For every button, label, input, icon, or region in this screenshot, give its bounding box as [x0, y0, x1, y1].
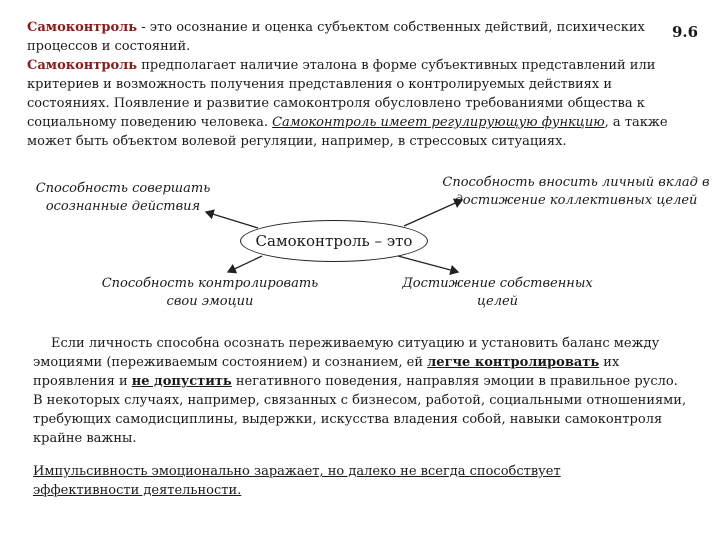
diagram-top-right: Способность вносить личный вклад в достижение коллективных целей — [442, 175, 710, 208]
intro-details: предполагает наличие эталона в форме субъективных представлений или критериев и возможность получения представления о контролируемых действиях и состояниях. Появление и развитие самоконтроля обусловлено требованиями общества к социальному поведению человека. — [27, 58, 656, 130]
term-self-control-2: Самоконтроль — [27, 58, 138, 73]
diagram-bottom-left: Способность контролировать свои эмоции — [101, 276, 319, 309]
easier-control-text: легче контролировать — [427, 355, 600, 370]
diagram-bottom-right: Достижение собственных целей — [402, 276, 593, 309]
body-part1: Если личность способна осознать переживаемую ситуацию и установить баланс между эмоциями (переживаемым состоянием) и сознанием, ей — [33, 336, 660, 370]
body-paragraph — [33, 334, 688, 448]
term-self-control: Самоконтроль — [27, 20, 138, 35]
diagram-top-left: Способность совершать осознанные действия — [35, 181, 211, 214]
slide-number: 9.6 — [672, 23, 699, 41]
intro-definition: - это осознание и оценка субъектом собственных действий, психических процессов и состояний. — [27, 20, 645, 54]
regulating-function-text: Самоконтроль имеет регулирующую функцию — [272, 115, 605, 130]
prevent-text: не допустить — [131, 374, 232, 389]
body-part2: их проявления и — [33, 355, 620, 389]
intro-tail: , а также может быть объектом волевой регуляции, например, в стрессовых ситуациях. — [27, 115, 668, 149]
arrow-bottom-right — [398, 256, 458, 272]
diagram-center-ellipse — [240, 220, 428, 262]
conclusion-paragraph: Импульсивность эмоционально заражает, но далеко не всегда способствует эффективности деятельности. — [33, 464, 561, 498]
arrow-bottom-left — [228, 256, 262, 272]
body-part3: негативного поведения, направляя эмоции в правильное русло. В некоторых случаях, например, связанных с бизнесом, работой, социальными отношениями, требующих самодисциплины, выдержки, искусства владения собой, навыки самоконтроля крайне важны. — [33, 374, 687, 446]
diagram-center-label: Самоконтроль – это — [255, 232, 413, 250]
